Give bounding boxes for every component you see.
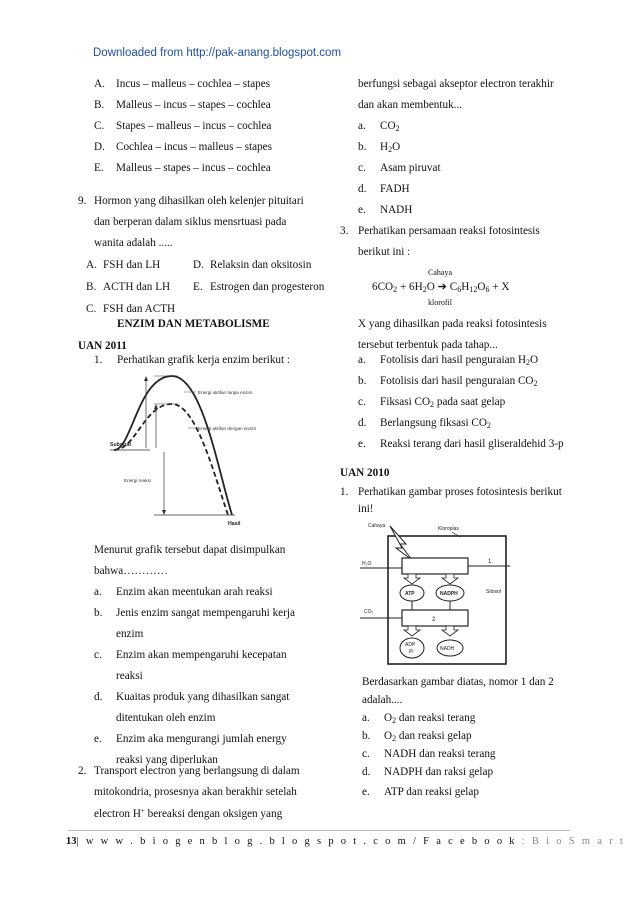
option-c: c. NADH dan reaksi terang xyxy=(362,748,496,760)
option-d-cont: ditentukan oleh enzim xyxy=(116,712,216,724)
conclusion-text: Menurut grafik tersebut dapat disimpulkan xyxy=(94,544,286,556)
svg-text:NADH: NADH xyxy=(440,646,455,652)
arrow-icon: ➔ xyxy=(437,281,447,293)
option-d: d. NADPH dan raksi gelap xyxy=(362,766,494,778)
svg-text:ATP: ATP xyxy=(405,591,415,597)
option-e: E. Malleus – stapes – incus – cochlea xyxy=(94,162,271,174)
option-e-cont: reaksi yang diperlukan xyxy=(116,754,218,766)
curve-with-enzyme xyxy=(114,404,228,515)
option-b: b. $O_2$ dan reaksi gelap xyxy=(362,730,472,743)
option-a: A. FSH dan LH xyxy=(86,259,161,271)
option-e: e. NADH xyxy=(358,204,413,216)
svg-text:Cahaya: Cahaya xyxy=(368,523,386,529)
q2-continuation: berfungsi sebagai akseptor electron terakhir xyxy=(358,78,554,90)
svg-text:NADPH: NADPH xyxy=(440,591,458,597)
download-link[interactable]: Downloaded from http://pak-anang.blogspot.com xyxy=(93,47,342,59)
option-b: b. Jenis enzim sangat mempengaruhi kerja xyxy=(94,607,295,619)
question-text: Hormon yang dihasilkan oleh kelenjer pituitari xyxy=(94,195,304,207)
label-energi-dengan-enzim: Energi aktifan dengan enzim xyxy=(198,426,257,431)
option-a: a. $CO_2$ xyxy=(358,120,400,133)
question-text: electron H+ bereaksi dengan oksigen yang xyxy=(94,807,283,820)
option-d: D. Relaksin dan oksitosin xyxy=(193,259,312,271)
conclusion-text: bahwa………… xyxy=(94,565,168,577)
question-text: wanita adalah ..... xyxy=(94,237,173,249)
option-d: d. Kuaitas produk yang dihasilkan sangat xyxy=(94,691,290,703)
svg-text:2: 2 xyxy=(432,617,436,623)
question-text: Perhatikan grafik kerja enzim berikut : xyxy=(117,354,291,366)
option-c-cont: reaksi xyxy=(116,670,143,682)
option-b-cont: enzim xyxy=(116,628,144,640)
uan-label: UAN 2011 xyxy=(78,340,127,352)
question-number: 1. xyxy=(340,486,349,498)
curve-without-enzyme xyxy=(114,376,232,515)
option-a: a. $O_2$ dan reaksi terang xyxy=(362,712,476,725)
q2-continuation: dan akan membentuk... xyxy=(358,99,463,111)
label-energi-tanpa-enzim: Energi aktifan tanpa enzim xyxy=(198,390,253,395)
option-d: D. Cochlea – incus – malleus – stapes xyxy=(94,141,272,153)
question-text: berikut ini : xyxy=(358,246,411,258)
option-a: A. Incus – malleus – cochlea – stapes xyxy=(94,78,271,90)
question-text: X yang dihasilkan pada reaksi fotosintesis xyxy=(358,318,547,330)
svg-text:1: 1 xyxy=(488,559,492,565)
option-c: C. FSH dan ACTH xyxy=(86,303,176,315)
option-c: c. Enzim akan mempengaruhi kecepatan xyxy=(94,649,287,661)
enzyme-activity-graph xyxy=(110,370,300,530)
option-c: c. Asam piruvat xyxy=(358,162,441,174)
svg-text:Pi: Pi xyxy=(409,649,414,655)
option-d: d. Berlangsung fiksasi $CO_2$ xyxy=(358,417,491,430)
option-e: E. Estrogen dan progesteron xyxy=(193,281,325,293)
option-b: B. ACTH dan LH xyxy=(86,281,171,293)
question-number: 1. xyxy=(94,354,103,366)
label-hasil: Hasil xyxy=(228,521,241,527)
option-c: c. Fiksasi $CO_2$ pada saat gelap xyxy=(358,396,506,409)
section-title: ENZIM DAN METABOLISME xyxy=(117,318,270,330)
option-e: e. ATP dan reaksi gelap xyxy=(362,786,479,798)
option-b: B. Malleus – incus – stapes – cochlea xyxy=(94,99,271,111)
question-text: tersebut terbentuk pada tahap... xyxy=(358,339,498,351)
question-text: ini! xyxy=(358,503,374,515)
question-text: mitokondria, prosesnya akan berakhir setelah xyxy=(94,786,297,798)
label-klorofil: klorofil xyxy=(428,298,452,307)
svg-text:Kloroplas: Kloroplas xyxy=(438,526,459,532)
footer-divider xyxy=(68,830,570,831)
question-text: Transport electron yang berlangsung di dalam xyxy=(94,765,300,777)
label-energi-reaksi: Energi reaksi xyxy=(124,478,151,483)
question-text: Perhatikan persamaan reaksi fotosintesis xyxy=(358,225,540,237)
option-c: C. Stapes – malleus – incus – cochlea xyxy=(94,120,272,132)
option-d: d. FADH xyxy=(358,183,410,195)
question-number: 3. xyxy=(340,225,349,237)
svg-text:Sitosol: Sitosol xyxy=(486,589,502,595)
option-a: a. Fotolisis dari hasil penguraian $H_2O$ xyxy=(358,354,539,367)
label-cahaya: Cahaya xyxy=(428,268,452,277)
page-number: 13 xyxy=(66,836,77,847)
option-e: e. Reaksi terang dari hasil gliseraldehid 3-p xyxy=(358,438,564,450)
question-text: dan berperan dalam siklus mensrtuasi pada xyxy=(94,216,287,228)
photosynthesis-equation: $6CO_2 + 6H_2O$ ➔ $C_6H_{12}O_6 + X$ xyxy=(372,281,510,294)
question-number: 2. xyxy=(78,765,87,777)
option-b: b. $H_2O$ xyxy=(358,141,401,154)
footer xyxy=(66,836,625,847)
uan-label: UAN 2010 xyxy=(340,467,390,479)
question-text: Berdasarkan gambar diatas, nomor 1 dan 2 xyxy=(362,676,554,688)
svg-text:H₂O: H₂O xyxy=(362,561,372,567)
photosynthesis-diagram xyxy=(360,518,510,668)
question-text: Perhatikan gambar proses fotosintesis berikut xyxy=(358,486,562,498)
footer-site[interactable]: | w w w . b i o g e n b l o g . b l o g s p o t . c o m / F a c e b o o k xyxy=(76,836,517,847)
label-substrat: Substrat xyxy=(110,442,132,448)
footer-brand: : B i o S m a r t xyxy=(516,836,626,847)
question-text: adalah.... xyxy=(362,694,403,706)
svg-text:ADP: ADP xyxy=(405,642,416,648)
option-e: e. Enzim aka mengurangi jumlah energy xyxy=(94,733,287,745)
svg-text:CO₂: CO₂ xyxy=(364,609,374,615)
question-number: 9. xyxy=(78,195,87,207)
option-b: b. Fotolisis dari hasil penguraian $CO_2$ xyxy=(358,375,538,388)
option-a: a. Enzim akan meentukan arah reaksi xyxy=(94,586,273,598)
